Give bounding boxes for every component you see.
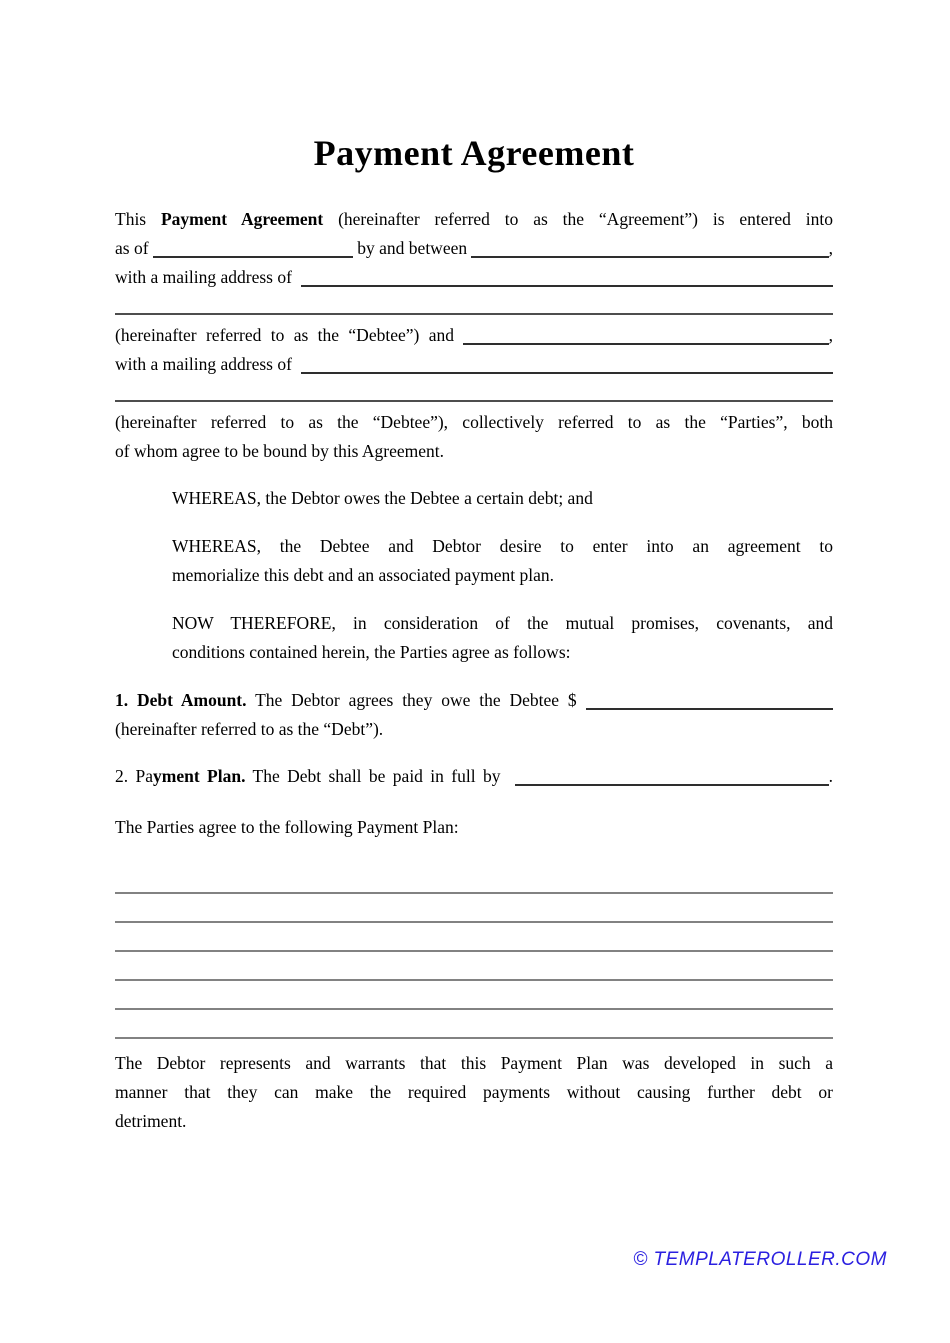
document-title: Payment Agreement (313, 133, 635, 173)
payment-plan-blank-line[interactable] (115, 865, 833, 894)
payment-plan-heading: yment Plan. (153, 766, 246, 786)
payment-plan-line-1 (115, 762, 833, 791)
intro-line-2-comma: , (828, 238, 833, 258)
section-debt-amount (115, 686, 833, 744)
payment-plan-blank-line[interactable] (115, 1010, 833, 1039)
whereas-clause-1 (115, 484, 833, 513)
debtee-hereinafter-label: (hereinafter referred to as the “Debtee”) and (115, 325, 464, 345)
intro-by-and-between-label: by and between (352, 238, 472, 258)
debt-amount-blank[interactable] (586, 686, 833, 710)
payment-plan-blank-line[interactable] (115, 952, 833, 981)
intro-line-2 (115, 234, 833, 263)
date-blank[interactable] (153, 234, 353, 258)
parties-line-1: (hereinafter referred to as the “Debtee”), collectively referred to as the “Parties”, both (115, 412, 833, 432)
debt-amount-line-1 (115, 686, 833, 715)
payment-plan-blank-line[interactable] (115, 923, 833, 952)
closing-line-1: The Debtor represents and warrants that this Payment Plan was developed in such a (115, 1053, 833, 1073)
debt-amount-text: The Debtor agrees they owe the Debtee $ (246, 690, 586, 710)
debtee-mailing-address-label: with a mailing address of (115, 354, 301, 374)
intro-line-3 (115, 263, 833, 292)
debtee-line-1 (115, 321, 833, 350)
paid-in-full-date-blank[interactable] (515, 762, 828, 786)
payment-plan-blank-line[interactable] (115, 981, 833, 1010)
payment-plan-period: . (828, 766, 833, 786)
intro-line-1-bold: Payment Agreement (160, 209, 324, 229)
debtor-name-blank[interactable] (471, 234, 828, 258)
intro-line-1-pre: This (115, 209, 161, 229)
now-therefore-line-1: NOW THEREFORE, in consideration of the mutual promises, covenants, and (172, 613, 833, 633)
debtee-address-blank[interactable] (301, 350, 833, 374)
debtee-name-blank[interactable] (463, 321, 828, 345)
closing-line-3: detriment. (115, 1111, 187, 1131)
debtee-address-continuation-blank[interactable] (115, 379, 833, 402)
intro-as-of-label: as of (115, 238, 153, 258)
closing-paragraph (115, 1049, 833, 1136)
whereas-2-line-1: WHEREAS, the Debtee and Debtor desire to enter into an agreement to (172, 536, 833, 556)
plan-intro-paragraph (115, 813, 833, 842)
whereas-1-text: WHEREAS, the Debtor owes the Debtee a certain debt; and (172, 488, 593, 508)
debtee-line-2 (115, 350, 833, 379)
payment-plan-heading-pre: 2. Pa (115, 766, 153, 786)
parties-paragraph (115, 408, 833, 466)
templateroller-link[interactable]: © TEMPLATEROLLER.COM (633, 1249, 887, 1270)
payment-plan-blank-line[interactable] (115, 894, 833, 923)
whereas-clause-2 (115, 532, 833, 590)
debt-amount-line-2: (hereinafter referred to as the “Debt”). (115, 719, 384, 739)
payment-plan-text: The Debt shall be paid in full by (245, 766, 516, 786)
debt-amount-heading: 1. Debt Amount. (115, 690, 247, 710)
intro-line-1 (115, 205, 833, 234)
intro-mailing-address-label-1: with a mailing address of (115, 267, 301, 287)
debtee-paragraph (115, 321, 833, 379)
document-body (115, 0, 833, 1136)
parties-line-2: of whom agree to be bound by this Agreement. (115, 441, 445, 461)
debtee-line-1-comma: , (828, 325, 833, 345)
now-therefore-clause (115, 609, 833, 667)
debtor-address-blank[interactable] (301, 263, 833, 287)
whereas-2-line-2: memorialize this debt and an associated payment plan. (172, 565, 554, 585)
intro-paragraph (115, 205, 833, 292)
now-therefore-line-2: conditions contained herein, the Parties agree as follows: (172, 642, 571, 662)
intro-line-1-post: (hereinafter referred to as the “Agreement”) is entered into (323, 209, 833, 229)
debtor-address-continuation-blank[interactable] (115, 292, 833, 315)
closing-line-2: manner that they can make the required payments without causing further debt or (115, 1082, 833, 1102)
payment-plan-write-in-area (115, 865, 833, 1039)
section-payment-plan (115, 762, 833, 791)
plan-intro-text: The Parties agree to the following Payment Plan: (115, 817, 459, 837)
